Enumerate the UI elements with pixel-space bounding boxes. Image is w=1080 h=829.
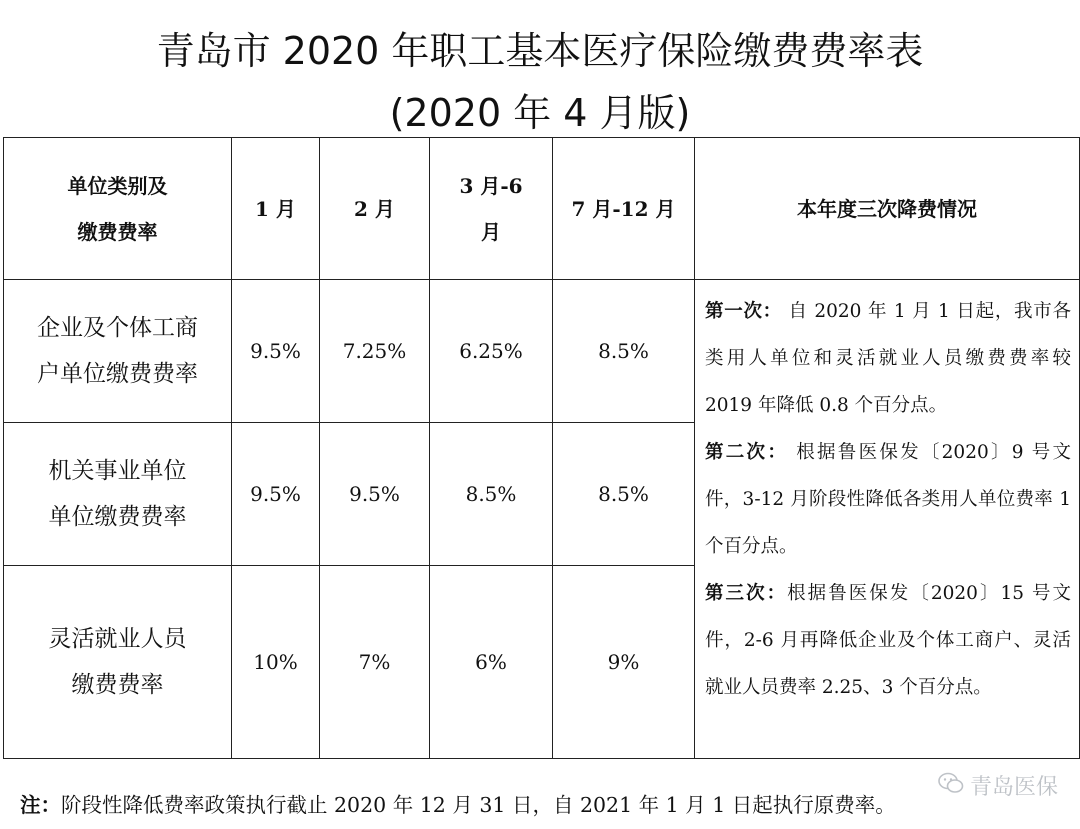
- note-text-2: 根据鲁医保发〔2020〕9 号文件，3-12 月阶段性降低各类用人单位费率 1 个百分点。: [705, 442, 1071, 557]
- header-category-line2: 缴费费率: [77, 219, 158, 244]
- watermark-text: 青岛医保: [969, 775, 1058, 800]
- row-label: [4, 280, 232, 423]
- header-category-line1: 单位类别及: [67, 173, 168, 198]
- wechat-icon: [938, 772, 964, 800]
- header-month-2: 2 月: [320, 138, 430, 280]
- rate-cell: 9.5%: [232, 423, 320, 566]
- header-month-1: 1 月: [232, 138, 320, 280]
- rate-cell: 6.25%: [430, 280, 553, 423]
- rate-cell: 6%: [430, 566, 553, 759]
- header-month-3-6-line1: 3 月-6: [459, 173, 523, 198]
- note-label-3: 第三次：: [705, 583, 788, 604]
- row-label-line1: 灵活就业人员: [48, 626, 187, 652]
- row-label-line1: 企业及个体工商: [37, 315, 198, 341]
- note-label-2: 第二次：: [705, 442, 789, 463]
- footnote-text: 阶段性降低费率政策执行截止 2020 年 12 月 31 日，自 2021 年 1 月 1 日起执行原费率。: [61, 793, 896, 817]
- rate-table: [3, 137, 1080, 759]
- table-header-row: [4, 138, 1080, 280]
- page-subtitle: (2020 年 4 月版): [389, 91, 691, 135]
- row-label-line2: 缴费费率: [71, 672, 164, 698]
- rate-cell: 9.5%: [320, 423, 430, 566]
- row-label-line1: 机关事业单位: [48, 458, 187, 484]
- header-month-7-12: 7 月-12 月: [553, 138, 695, 280]
- notes-cell: [695, 280, 1080, 759]
- watermark: [938, 770, 1058, 801]
- rate-cell: 8.5%: [553, 280, 695, 423]
- row-label: [4, 423, 232, 566]
- header-category: [4, 138, 232, 280]
- note-text-3: 根据鲁医保发〔2020〕15 号文件，2-6 月再降低企业及个体工商户、灵活就业人员费率 2.25、3 个百分点。: [705, 583, 1071, 698]
- rate-cell: 10%: [232, 566, 320, 759]
- rate-cell: 7%: [320, 566, 430, 759]
- note-paragraph-3: [705, 570, 1071, 711]
- footnote: [20, 788, 896, 818]
- header-month-3-6-line2: 月: [481, 219, 501, 244]
- page-title: 青岛市 2020 年职工基本医疗保险缴费费率表: [156, 29, 924, 73]
- rate-cell: 9%: [553, 566, 695, 759]
- rate-cell: 8.5%: [553, 423, 695, 566]
- row-label-line2: 户单位缴费费率: [37, 361, 198, 387]
- header-notes: 本年度三次降费情况: [695, 138, 1080, 280]
- rate-cell: 8.5%: [430, 423, 553, 566]
- footnote-label: 注：: [20, 793, 61, 817]
- rate-cell: 9.5%: [232, 280, 320, 423]
- row-label: [4, 566, 232, 759]
- header-month-3-6: [430, 138, 553, 280]
- table-row: [4, 280, 1080, 423]
- row-label-line2: 单位缴费费率: [48, 504, 187, 530]
- note-paragraph-1: [705, 288, 1071, 429]
- note-paragraph-2: [705, 429, 1071, 570]
- note-text-1: 自 2020 年 1 月 1 日起，我市各类用人单位和灵活就业人员缴费费率较 2019 年降低 0.8 个百分点。: [705, 301, 1071, 416]
- rate-cell: 7.25%: [320, 280, 430, 423]
- note-label-1: 第一次：: [705, 301, 782, 322]
